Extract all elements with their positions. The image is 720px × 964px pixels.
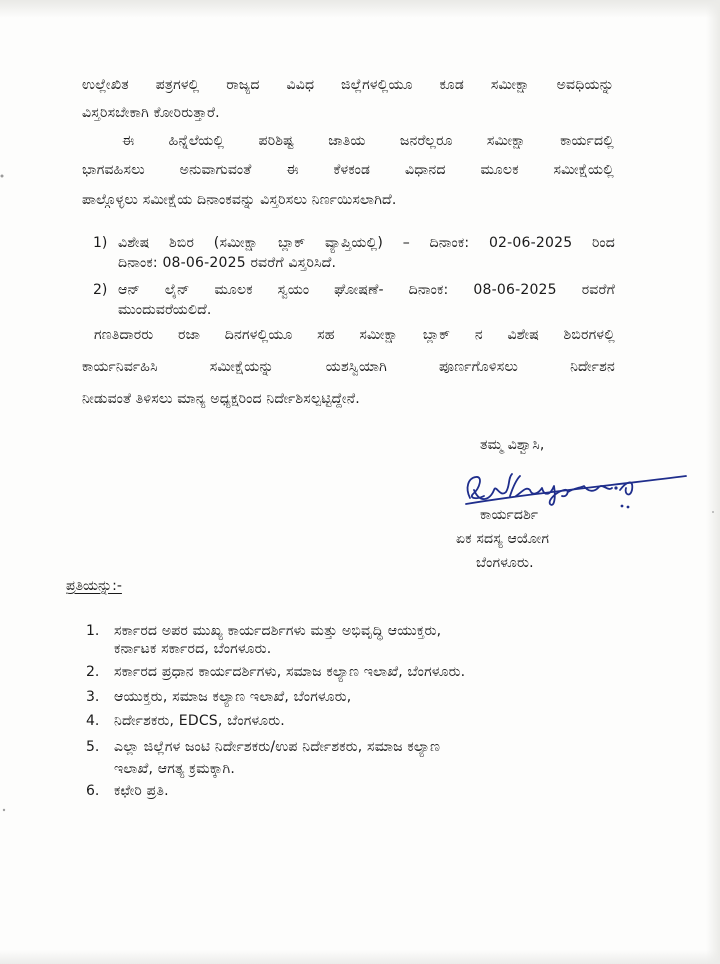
signatory-office: ಏಕ ಸದಸ್ಯ ಆಯೋಗ: [456, 531, 550, 547]
copy-item-4-number: 4.: [86, 713, 100, 729]
copy-item-2-number: 2.: [86, 664, 100, 680]
copy-item-2-line-1: ಸರ್ಕಾರದ ಪ್ರಧಾನ ಕಾರ್ಯದರ್ಶಿಗಳು, ಸಮಾಜ ಕಲ್ಯಾಣ ಇಲಾಖೆ, ಬೆಂಗಳೂರು.: [114, 664, 466, 680]
paragraph-2-line-1: ಈ ಹಿನ್ನೆಲೆಯಲ್ಲಿ ಪರಿಶಿಷ್ಟ ಜಾತಿಯ ಜನರೆಲ್ಲರೂ ಸಮೀಕ್ಷಾ ಕಾರ್ಯದಲ್ಲಿ: [122, 133, 614, 149]
copy-item-1-number: 1.: [86, 623, 100, 639]
copy-item-4-line-1: ನಿರ್ದೇಶಕರು, EDCS, ಬೆಂಗಳೂರು.: [114, 713, 285, 729]
schedule-item-2-line-2: ಮುಂದುವರೆಯಲಿದೆ.: [118, 302, 212, 318]
copy-item-1-line-2: ಕರ್ನಾಟಕ ಸರ್ಕಾರದ, ಬೆಂಗಳೂರು.: [114, 641, 272, 657]
paragraph-2-line-2: ಭಾಗವಹಿಸಲು ಅನುವಾಗುವಂತೆ ಈ ಕೆಳಕಂಡ ವಿಧಾನದ ಮೂಲಕ ಸಮೀಕ್ಷೆಯಲ್ಲಿ: [82, 162, 614, 178]
paragraph-3-line-1: ಗಣತಿದಾರರು ರಜಾ ದಿನಗಳಲ್ಲಿಯೂ ಸಹ ಸಮೀಕ್ಷಾ ಬ್ಲಾಕ್ ನ ವಿಶೇಷ ಶಿಬಿರಗಳಲ್ಲಿ: [94, 327, 615, 343]
schedule-item-2-line-1: ಆನ್ ಲೈನ್ ಮೂಲಕ ಸ್ವಯಂ ಘೋಷಣೆ- ದಿನಾಂಕ: 08-06-2025 ರವರೆಗೆ: [118, 282, 615, 298]
paragraph-1-line-1: ಉಲ್ಲೇಖಿತ ಪತ್ರಗಳಲ್ಲಿ ರಾಜ್ಯದ ವಿವಿಧ ಜಿಲ್ಲೆಗಳಲ್ಲಿಯೂ ಕೂಡ ಸಮೀಕ್ಷಾ ಅವಧಿಯನ್ನು: [82, 77, 614, 93]
copy-item-5-line-2: ಇಲಾಖೆ, ಆಗತ್ಯ ಕ್ರಮಕ್ಕಾಗಿ.: [114, 761, 236, 777]
signatory-place: ಬೆಂಗಳೂರು.: [476, 555, 534, 571]
scan-edge-shadow-right: [706, 0, 720, 964]
copy-item-1-line-1: ಸರ್ಕಾರದ ಅಪರ ಮುಖ್ಯ ಕಾರ್ಯದರ್ಶಿಗಳು ಮತ್ತು ಅಭಿವೃದ್ಧಿ ಆಯುಕ್ತರು,: [114, 623, 442, 639]
schedule-item-1-number: 1): [93, 235, 108, 251]
schedule-item-2-number: 2): [93, 282, 108, 298]
copy-item-6-line-1: ಕಛೇರಿ ಪ್ರತಿ.: [114, 783, 169, 799]
scan-edge-shadow-top: [0, 0, 720, 18]
schedule-item-1-line-1: ವಿಶೇಷ ಶಿಬಿರ (ಸಮೀಕ್ಷಾ ಬ್ಲಾಕ್ ವ್ಯಾಪ್ತಿಯಲ್ಲಿ) – ದಿನಾಂಕ: 02-06-2025 ರಿಂದ: [118, 235, 615, 251]
closing-salutation: ತಮ್ಮ ವಿಶ್ವಾಸಿ,: [480, 437, 545, 453]
signatory-designation: ಕಾರ್ಯದರ್ಶಿ: [480, 507, 539, 523]
paragraph-3-line-2: ಕಾರ್ಯನಿರ್ವಹಿಸಿ ಸಮೀಕ್ಷೆಯನ್ನು ಯಶಸ್ವಿಯಾಗಿ ಪೂರ್ಣಗೊಳಿಸಲು ನಿರ್ದೇಶನ: [82, 359, 615, 375]
copy-item-5-line-1: ಎಲ್ಲಾ ಜಿಲ್ಲೆಗಳ ಜಂಟಿ ನಿರ್ದೇಶಕರು/ಉಪ ನಿರ್ದೇಶಕರು, ಸಮಾಜ ಕಲ್ಯಾಣ: [114, 739, 441, 755]
copy-item-5-number: 5.: [86, 739, 100, 755]
paragraph-1-line-2: ವಿಸ್ತರಿಸಬೇಕಾಗಿ ಕೋರಿರುತ್ತಾರೆ.: [82, 105, 220, 121]
copy-item-6-number: 6.: [86, 783, 100, 799]
scan-edge-shadow-bottom: [0, 950, 720, 964]
copy-to-heading: ಪ್ರತಿಯನ್ನು:-: [66, 578, 122, 594]
paragraph-2-line-3: ಪಾಲ್ಗೊಳ್ಳಲು ಸಮೀಕ್ಷೆಯ ದಿನಾಂಕವನ್ನು ವಿಸ್ತರಿಸಲು ನಿರ್ಣಯಿಸಲಾಗಿದೆ.: [82, 192, 397, 208]
schedule-item-1-line-2: ದಿನಾಂಕ: 08-06-2025 ರವರೆಗೆ ವಿಸ್ತರಿಸಿದೆ.: [118, 255, 337, 271]
copy-item-3-number: 3.: [86, 689, 100, 705]
paragraph-3-line-3: ನೀಡುವಂತೆ ತಿಳಿಸಲು ಮಾನ್ಯ ಅಧ್ಯಕ್ಷರಿಂದ ನಿರ್ದೇಶಿಸಲ್ಪಟ್ಟಿದ್ದೇನೆ.: [82, 391, 360, 407]
copy-item-3-line-1: ಆಯುಕ್ತರು, ಸಮಾಜ ಕಲ್ಯಾಣ ಇಲಾಖೆ, ಬೆಂಗಳೂರು,: [114, 689, 352, 705]
